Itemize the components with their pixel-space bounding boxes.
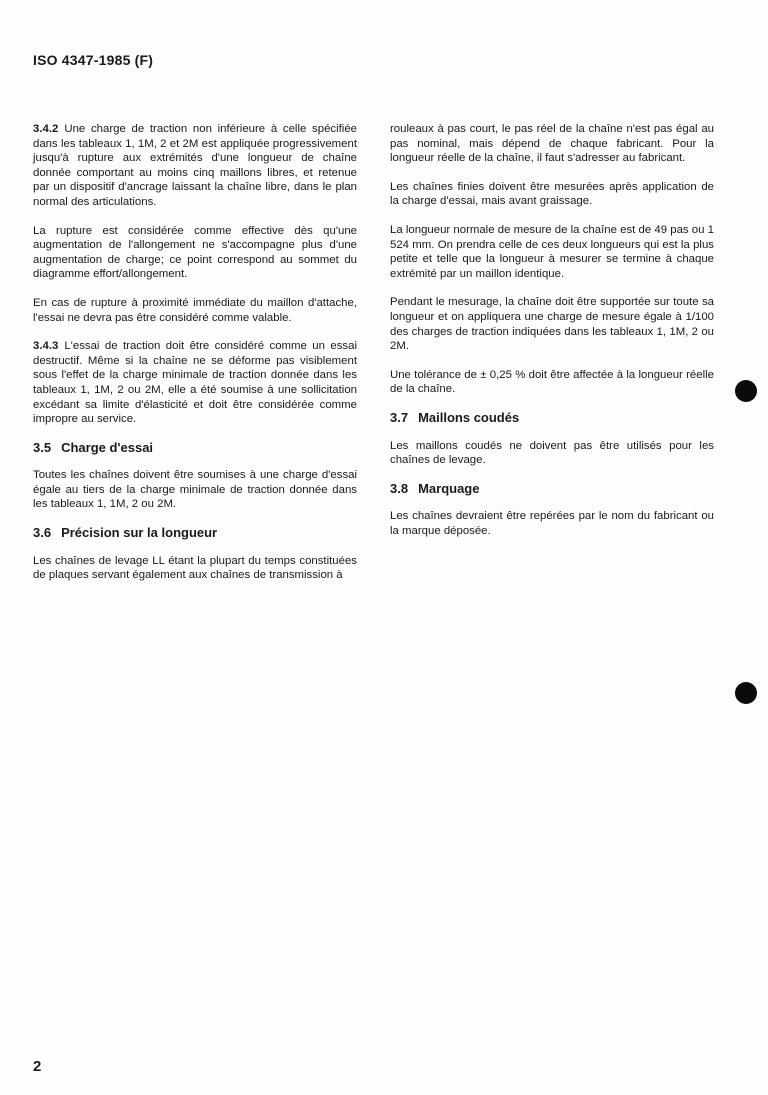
paragraph-3-8: Les chaînes devraient être repérées par le nom du fabricant ou la marque déposée. [390, 510, 714, 537]
clause-number: 3.4.3 [33, 340, 59, 353]
section-title: Maillons coudés [418, 409, 520, 425]
paragraph-tolerance: Une tolérance de ± 0,25 % doit être affectée à la longueur réelle de la chaîne. [390, 368, 714, 396]
section-heading-3-7 [390, 411, 714, 426]
paragraph-3-5: Toutes les chaînes doivent être soumises à une charge d'essai égale au tiers de la charge minimale de traction donnée dans les tableaux 1, 1M, 2 ou 2M. [33, 469, 357, 511]
paragraph-3-4-2 [33, 122, 357, 210]
paragraph-3-6: Les chaînes de levage LL étant la plupart du temps constituées de plaques servant également aux chaînes de transmission à [33, 554, 357, 582]
left-column [33, 122, 357, 597]
document-header: ISO 4347-1985 (F) [33, 52, 154, 68]
section-heading-3-8 [390, 482, 714, 497]
paragraph-rupture: La rupture est considérée comme effective dès qu'une augmentation de l'allongement ne s'accompagne plus d'une augmentation de charge; ce point correspond au sommet du diagramme effort/allongement. [33, 224, 357, 281]
margin-dot-marker [735, 380, 757, 402]
section-number: 3.7 [390, 409, 409, 425]
page-number: 2 [33, 1058, 42, 1075]
paragraph-text: Une charge de traction non inférieure à celle spécifiée dans les tableaux 1, 1M, 2 et 2M est appliquée progressivement jusqu'à rupture aux extrémités d'une longueur de chaîne donnée comportant au moins cinq maillons libres, et retenue par un dispositif d'ancrage laissant la chaîne libre, dans le plan normal des articulations. [33, 123, 357, 208]
paragraph-longueur-mesure: La longueur normale de mesure de la chaîne est de 49 pas ou 1 524 mm. On prendra celle de ces deux longueurs qui est la plus petite et telle que la longueur à mesurer se termine à chaque extrémité par un maillon identique. [390, 223, 714, 280]
section-heading-3-5 [33, 441, 357, 456]
margin-dot-marker [735, 682, 757, 704]
section-heading-3-6 [33, 526, 357, 541]
paragraph-continuation: rouleaux à pas court, le pas réel de la chaîne n'est pas égal au pas nominal, mais dépend de chaque fabricant. Pour la longueur réelle de la chaîne, il faut s'adresser au fabricant. [390, 123, 714, 165]
right-column [390, 122, 714, 552]
paragraph-cas-rupture: En cas de rupture à proximité immédiate du maillon d'attache, l'essai ne devra pas être considéré comme valable. [33, 296, 357, 324]
section-number: 3.8 [390, 480, 409, 496]
paragraph-3-7: Les maillons coudés ne doivent pas être utilisés pour les chaînes de levage. [390, 439, 714, 467]
paragraph-chaines-finies: Les chaînes finies doivent être mesurées après application de la charge d'essai, mais avant graissage. [390, 180, 714, 208]
section-title: Précision sur la longueur [61, 525, 218, 541]
section-title: Marquage [418, 480, 480, 496]
paragraph-mesurage: Pendant le mesurage, la chaîne doit être supportée sur toute sa longueur et on appliquera une charge de mesure égale à 1/100 des charges de traction indiquées dans les tableaux 1, 1M, 2 ou 2M. [390, 296, 714, 353]
paragraph-text: L'essai de traction doit être considéré comme un essai destructif. Même si la chaîne ne se déforme pas visiblement sous l'effet de la charge minimale de traction donnée dans les tableaux 1, 1M, 2 ou 2M, elle a été soumise à une sollicitation excédant sa limite d'élasticité et doit être considérée comme impropre au service. [33, 340, 357, 426]
section-number: 3.6 [33, 525, 52, 541]
section-number: 3.5 [33, 439, 52, 455]
clause-number: 3.4.2 [33, 123, 59, 135]
section-title: Charge d'essai [61, 439, 154, 455]
paragraph-3-4-3 [33, 339, 357, 427]
